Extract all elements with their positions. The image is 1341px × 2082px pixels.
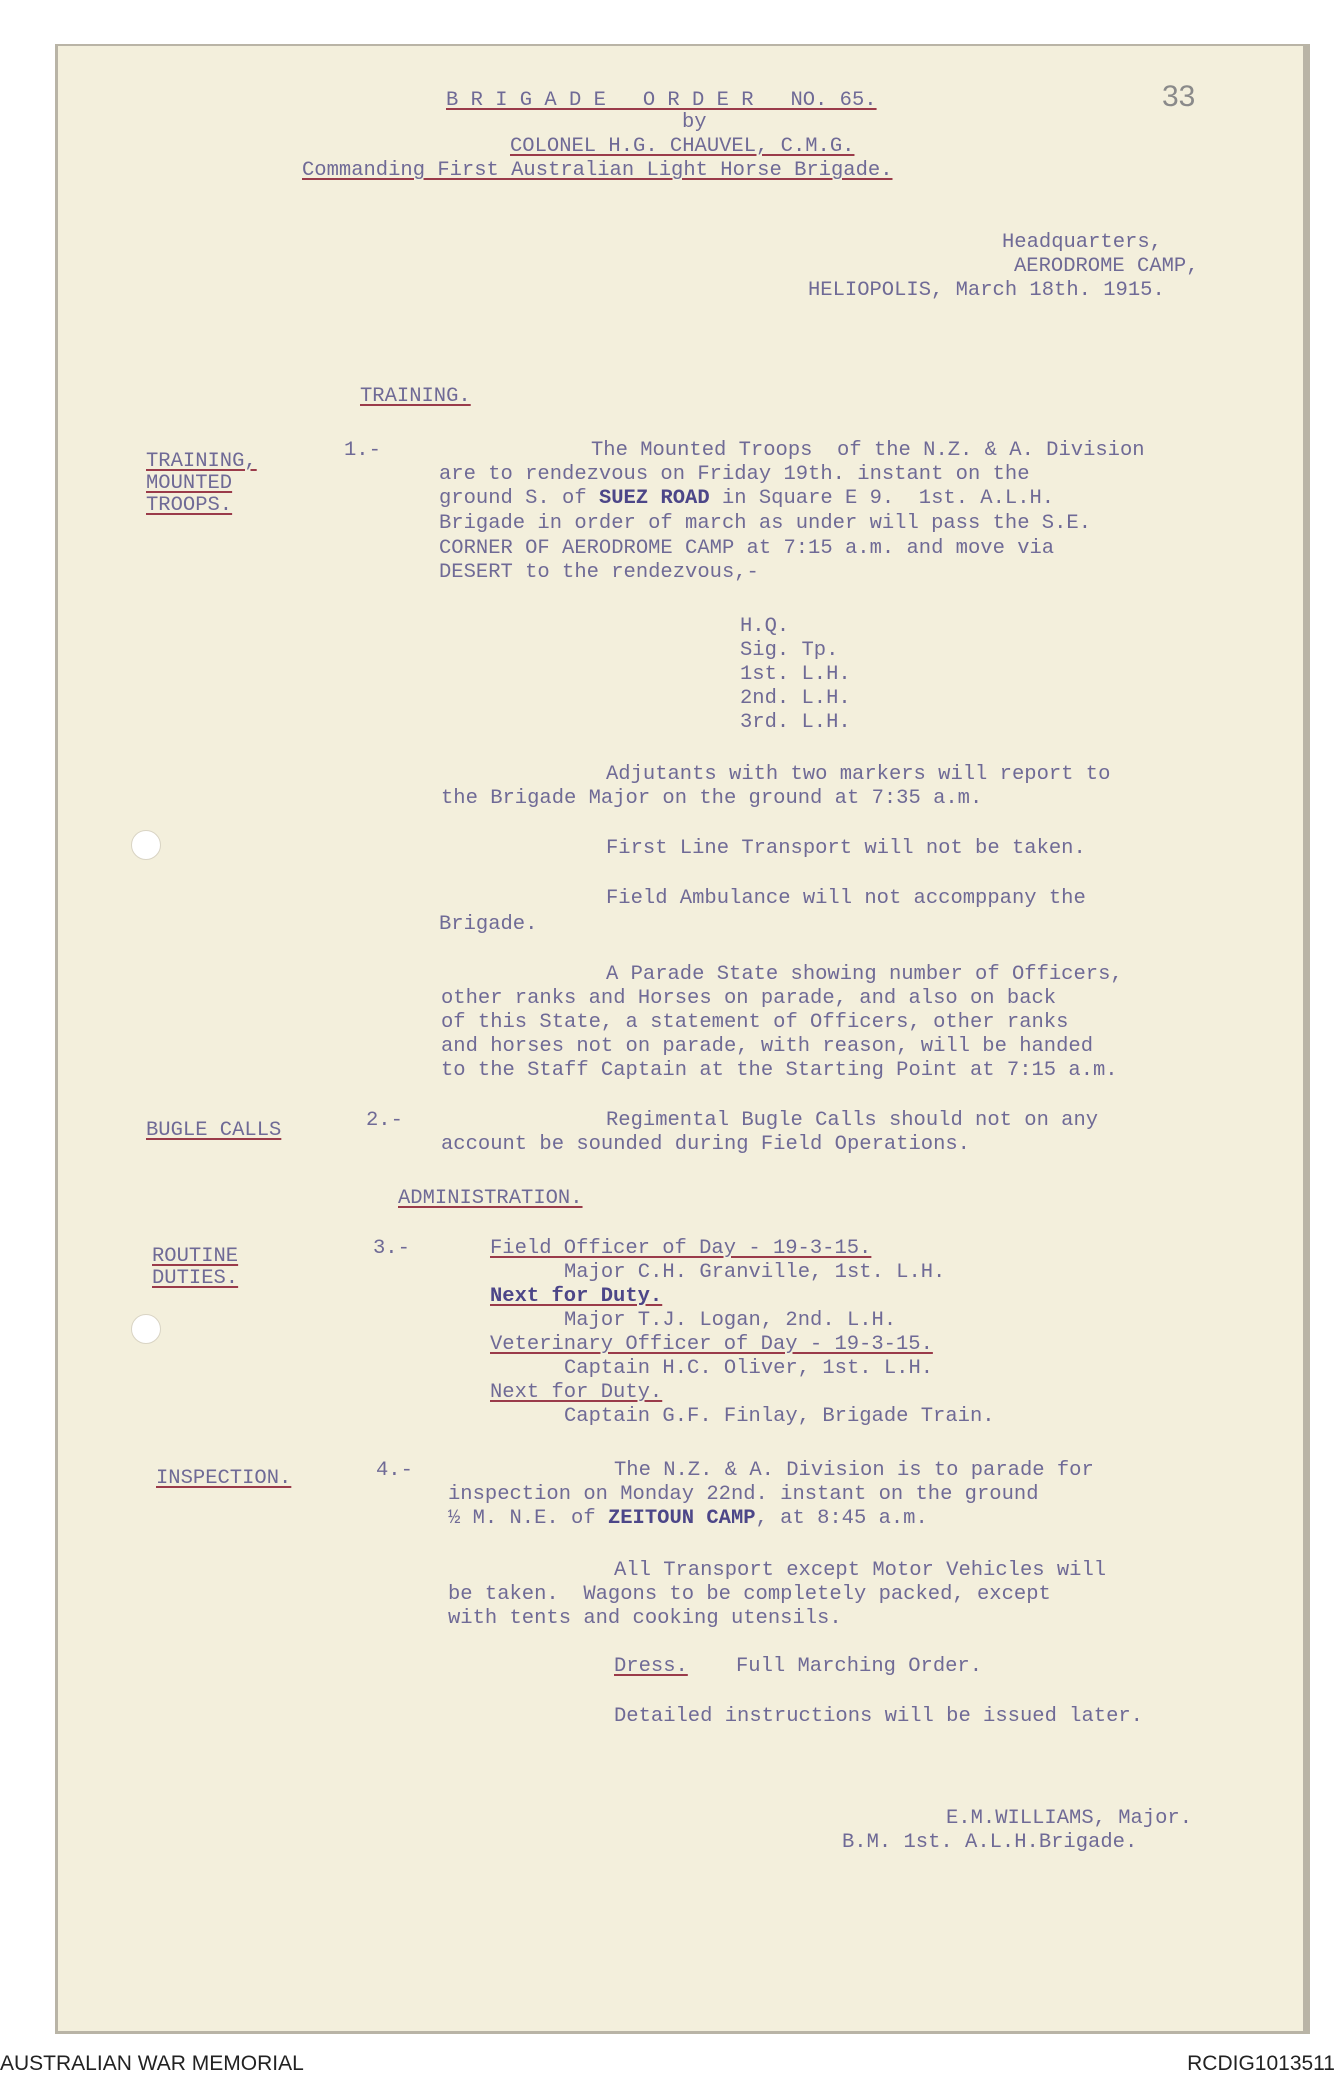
item-4-number: 4.-: [376, 1459, 413, 1482]
adjutants-line-2: the Brigade Major on the ground at 7:35 a.m.: [441, 787, 983, 810]
margin-label-troops: TROOPS.: [146, 494, 233, 517]
item-4-line-1: The N.Z. & A. Division is to parade for: [614, 1459, 1094, 1482]
next-for-duty-heading-1: Next for Duty.: [490, 1285, 663, 1308]
margin-label-duties: DUTIES.: [152, 1267, 239, 1290]
item-1-line-3: ground S. of SUEZ ROAD in Square E 9. 1st. A.L.H.: [439, 487, 1055, 510]
veterinary-officer-name: Captain H.C. Oliver, 1st. L.H.: [564, 1357, 934, 1380]
march-unit-2nd: 2nd. L.H.: [740, 687, 851, 710]
dress-label: Dress.: [614, 1655, 688, 1678]
ambulance-line-2: Brigade.: [439, 913, 538, 936]
parade-state-line-3: of this State, a statement of Officers, other ranks: [441, 1011, 1069, 1034]
item-1-number: 1.-: [344, 439, 381, 462]
punch-hole-upper: [131, 830, 161, 860]
item-4-transport-1: All Transport except Motor Vehicles will: [614, 1559, 1107, 1582]
item-4-transport-2: be taken. Wagons to be completely packed, except: [448, 1583, 1051, 1606]
item-2-number: 2.-: [366, 1109, 403, 1132]
order-command: Commanding First Australian Light Horse Brigade.: [302, 159, 893, 182]
folio-number: 33: [1162, 80, 1196, 113]
item-2-line-2: account be sounded during Field Operations.: [441, 1133, 970, 1156]
document-page: [58, 46, 1303, 2031]
item-1-line-4: Brigade in order of march as under will pass the S.E.: [439, 512, 1092, 535]
ambulance-line-1: Field Ambulance will not accomppany the: [606, 887, 1086, 910]
order-by: by: [682, 111, 707, 134]
next-for-duty-heading-2: Next for Duty.: [490, 1381, 663, 1404]
item-4-transport-3: with tents and cooking utensils.: [448, 1607, 842, 1630]
parade-state-line-1: A Parade State showing number of Officers,: [606, 963, 1123, 986]
item-1-line-1: The Mounted Troops of the N.Z. & A. Division: [591, 439, 1145, 462]
item-4-line-3: ½ M. N.E. of ZEITOUN CAMP, at 8:45 a.m.: [448, 1507, 928, 1530]
item-4-line-2: inspection on Monday 22nd. instant on the ground: [448, 1483, 1039, 1506]
next-for-duty-name-1: Major T.J. Logan, 2nd. L.H.: [564, 1309, 897, 1332]
dress-value: Full Marching Order.: [736, 1655, 983, 1678]
item-3-number: 3.-: [373, 1237, 410, 1260]
signature-title: B.M. 1st. A.L.H.Brigade.: [842, 1831, 1138, 1854]
order-title: B R I G A D E O R D E R NO. 65.: [446, 89, 877, 112]
march-unit-1st: 1st. L.H.: [740, 663, 851, 686]
address-line-1: Headquarters,: [1002, 231, 1162, 254]
first-line-transport: First Line Transport will not be taken.: [606, 837, 1086, 860]
parade-state-line-5: to the Staff Captain at the Starting Point at 7:15 a.m.: [441, 1059, 1118, 1082]
margin-label-inspection: INSPECTION.: [156, 1467, 292, 1490]
parade-state-line-2: other ranks and Horses on parade, and also on back: [441, 987, 1057, 1010]
next-for-duty-name-2: Captain G.F. Finlay, Brigade Train.: [564, 1405, 995, 1428]
footer-institution: AUSTRALIAN WAR MEMORIAL: [0, 2052, 304, 2075]
margin-label-bugle-calls: BUGLE CALLS: [146, 1119, 282, 1142]
march-unit-hq: H.Q.: [740, 615, 790, 638]
item-1-line-6: DESERT to the rendezvous,-: [439, 561, 759, 584]
veterinary-officer-heading: Veterinary Officer of Day - 19-3-15.: [490, 1333, 933, 1356]
march-unit-3rd: 3rd. L.H.: [740, 711, 851, 734]
section-heading-training: TRAINING.: [360, 385, 471, 408]
margin-label-training: TRAINING,: [146, 450, 257, 473]
adjutants-line-1: Adjutants with two markers will report to: [606, 763, 1111, 786]
margin-label-mounted: MOUNTED: [146, 472, 233, 495]
item-2-line-1: Regimental Bugle Calls should not on any: [606, 1109, 1099, 1132]
field-officer-heading: Field Officer of Day - 19-3-15.: [490, 1237, 872, 1260]
march-unit-sig: Sig. Tp.: [740, 639, 839, 662]
order-commander: COLONEL H.G. CHAUVEL, C.M.G.: [510, 135, 855, 158]
parade-state-line-4: and horses not on parade, with reason, will be handed: [441, 1035, 1094, 1058]
address-line-2: AERODROME CAMP,: [1014, 255, 1199, 278]
item-1-line-5: CORNER OF AERODROME CAMP at 7:15 a.m. and move via: [439, 537, 1055, 560]
signature-name: E.M.WILLIAMS, Major.: [946, 1807, 1193, 1830]
field-officer-name: Major C.H. Granville, 1st. L.H.: [564, 1261, 946, 1284]
detailed-instructions: Detailed instructions will be issued later.: [614, 1705, 1143, 1728]
section-heading-administration: ADMINISTRATION.: [398, 1187, 583, 1210]
address-line-3: HELIOPOLIS, March 18th. 1915.: [808, 279, 1165, 302]
margin-label-routine: ROUTINE: [152, 1245, 239, 1268]
footer-record-id: RCDIG1013511: [1187, 2052, 1335, 2075]
item-1-line-2: are to rendezvous on Friday 19th. instant on the: [439, 463, 1030, 486]
punch-hole-lower: [131, 1314, 161, 1344]
